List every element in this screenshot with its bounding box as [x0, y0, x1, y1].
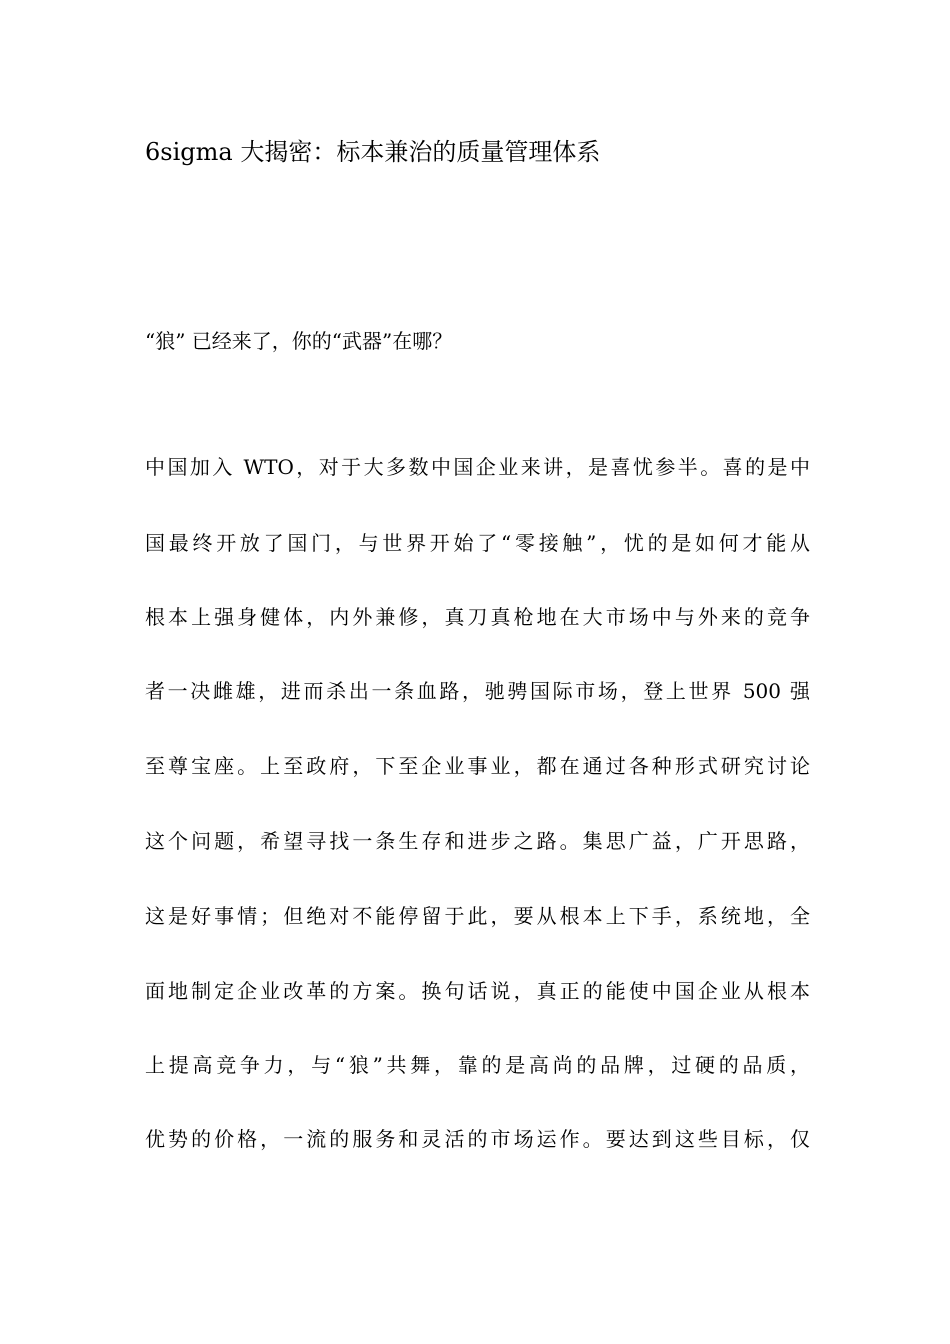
paragraph-line: 至尊宝座。上至政府，下至企业事业，都在通过各种形式研究讨论 [145, 754, 810, 778]
paragraph-line: 这个问题，希望寻找一条生存和进步之路。集思广益，广开思路， [145, 829, 810, 853]
paragraph-line: 国最终开放了国门，与世界开始了“零接触”，忧的是如何才能从 [145, 531, 810, 555]
paragraph-line: 根本上强身健体，内外兼修，真刀真枪地在大市场中与外来的竞争 [145, 605, 810, 629]
paragraph-line: 面地制定企业改革的方案。换句话说，真正的能使中国企业从根本 [145, 979, 810, 1003]
paragraph-line: 中国加入 WTO，对于大多数中国企业来讲，是喜忧参半。喜的是中 [145, 455, 810, 479]
paragraph-line: 这是好事情；但绝对不能停留于此，要从根本上下手，系统地，全 [145, 904, 810, 928]
section-heading: “狼” 已经来了，你的“武器”在哪？ [145, 329, 453, 353]
paragraph-line: 上提高竞争力，与“狼”共舞，靠的是高尚的品牌，过硬的品质， [145, 1053, 810, 1077]
document-title: 6sigma 大揭密：标本兼治的质量管理体系 [145, 138, 601, 166]
paragraph-line: 者一决雌雄，进而杀出一条血路，驰骋国际市场，登上世界 500 强 [145, 679, 810, 703]
paragraph-line: 优势的价格，一流的服务和灵活的市场运作。要达到这些目标，仅 [145, 1127, 810, 1151]
